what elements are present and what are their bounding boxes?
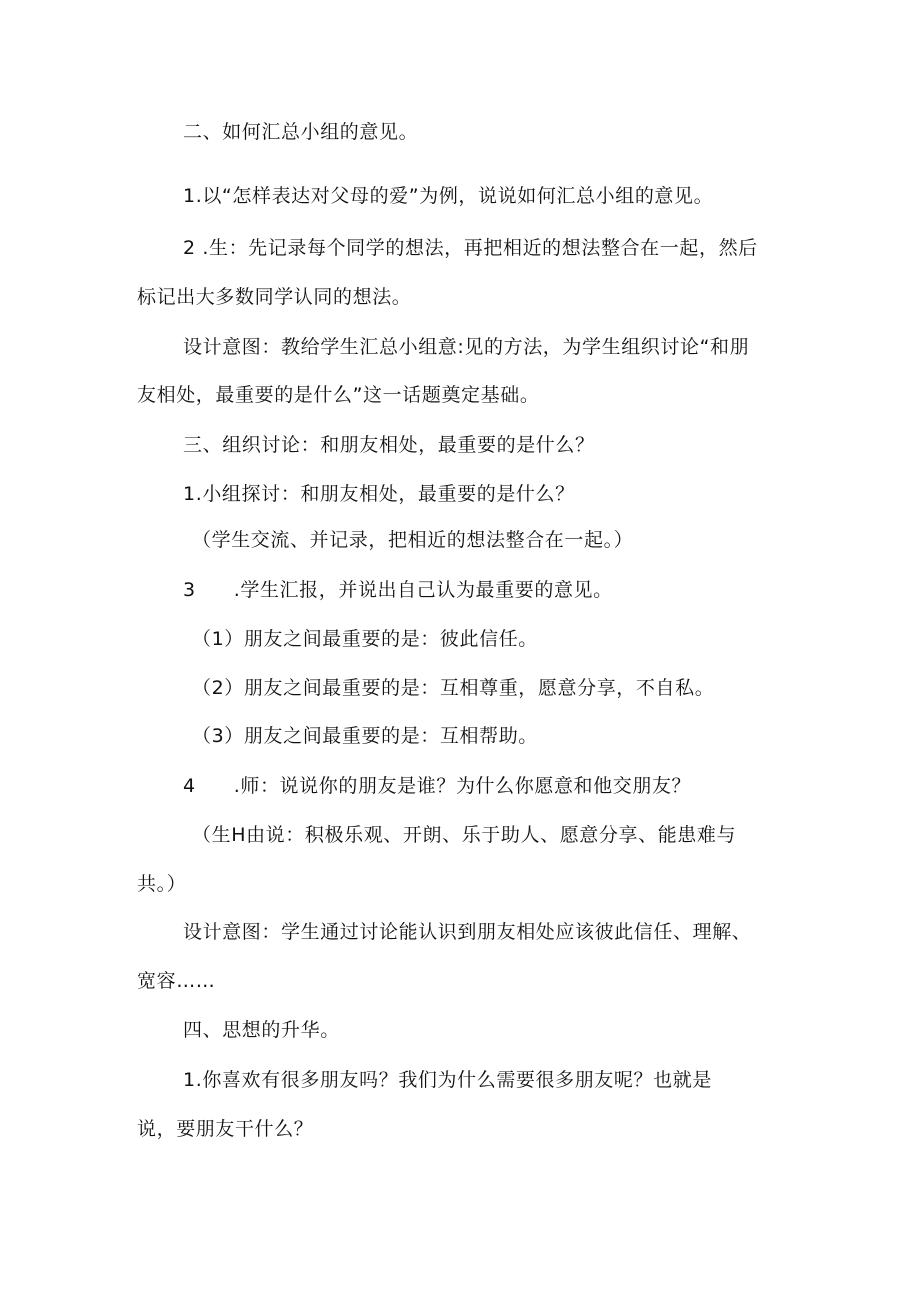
section2-item-1: 1.以“怎样表达对父母的爱”为例，说说如何汇总小组的意见。 <box>183 185 714 207</box>
section-heading-2: 二、如何汇总小组的意见。 <box>183 121 419 143</box>
section3-design-intent-line-2: 宽容…… <box>137 970 216 992</box>
section3-note-1: （学生交流、并记录，把相近的想法整合在一起。） <box>192 529 634 551</box>
item-3-number: 3 <box>183 579 196 601</box>
section3-item-4 <box>183 774 691 798</box>
section2-item-2-line-1: 2 .生：先记录每个同学的想法，再把相近的想法整合在一起，然后 <box>183 237 758 259</box>
section3-design-intent-line-1: 设计意图：学生通过讨论能认识到朋友相处应该彼此信任、理解、 <box>183 921 752 943</box>
section3-item-3 <box>183 578 613 602</box>
section3-sub-item-2: （2）朋友之间最重要的是：互相尊重，愿意分享，不自私。 <box>192 677 715 699</box>
section4-item-1-line-1: 1.你喜欢有很多朋友吗？我们为什么需要很多朋友呢？也就是 <box>183 1069 712 1091</box>
section2-item-2-line-2: 标记出大多数同学认同的想法。 <box>137 286 412 308</box>
item-4-text: .师：说说你的朋友是谁？为什么你愿意和他交朋友？ <box>233 775 692 797</box>
section3-sub-item-1: （1）朋友之间最重要的是：彼此信任。 <box>192 628 538 650</box>
item-4-number: 4 <box>183 775 196 797</box>
section4-item-1-line-2: 说，要朋友干什么？ <box>137 1118 314 1140</box>
item-3-text: .学生汇报，并说出自己认为最重要的意见。 <box>233 579 613 601</box>
section2-design-intent-line-1: 设计意图：教给学生汇总小组意:见的方法，为学生组织讨论“和朋 <box>183 336 750 358</box>
section2-design-intent-line-2: 友相处，最重要的是什么”这一话题奠定基础。 <box>137 384 540 406</box>
section3-note-2-line-1: （生H由说：积极乐观、开朗、乐于助人、愿意分享、能患难与 <box>192 824 737 846</box>
section3-item-1: 1.小组探讨：和朋友相处，最重要的是什么？ <box>183 483 575 505</box>
section3-sub-item-3: （3）朋友之间最重要的是：互相帮助。 <box>192 725 538 747</box>
section-heading-4: 四、思想的升华。 <box>183 1019 340 1041</box>
section3-note-2-line-2: 共。） <box>137 873 187 895</box>
section-heading-3: 三、组织讨论：和朋友相处，最重要的是什么？ <box>183 434 595 456</box>
